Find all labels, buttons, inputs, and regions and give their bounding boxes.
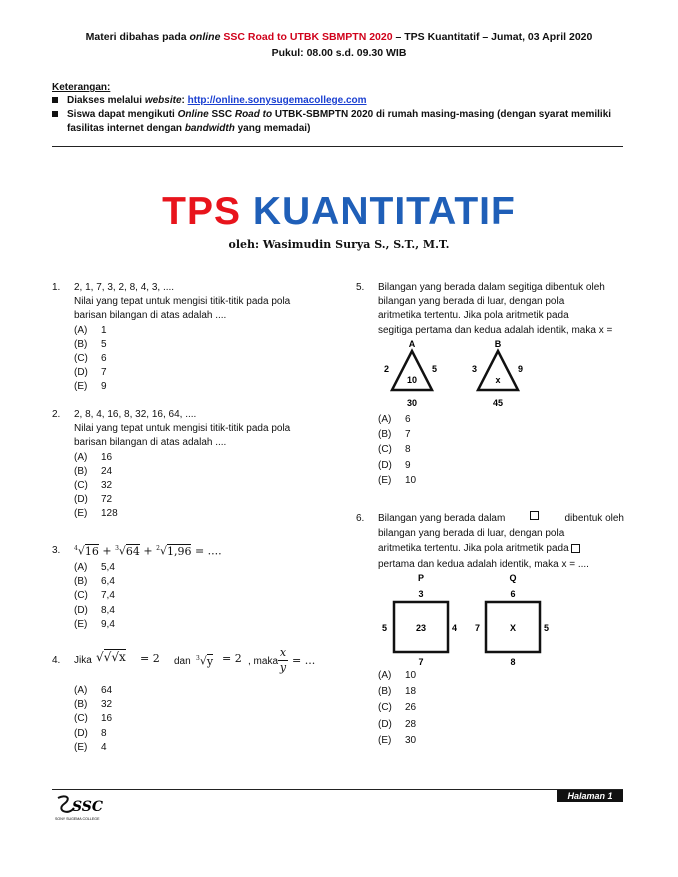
- option-label: (A): [74, 324, 88, 336]
- q4-dan: dan: [174, 656, 191, 667]
- q5-option-c[interactable]: [378, 442, 416, 457]
- option-value: 9: [405, 459, 411, 471]
- option-label: (A): [378, 414, 392, 425]
- q6-number: 6.: [356, 513, 365, 524]
- q6-l3: aritmetika tertentu. Jika pola aritmetik pada: [378, 543, 569, 555]
- footer-divider: [52, 789, 623, 790]
- q1-option-a[interactable]: [74, 324, 322, 338]
- kb2-rest: UTBK-SBMPTN 2020 di rumah masing-masing (dengan syarat memiliki: [272, 109, 612, 120]
- q5-option-a[interactable]: [378, 412, 416, 427]
- square-p-top: 3: [418, 589, 424, 599]
- q2-option-c[interactable]: [74, 479, 322, 493]
- q4-eq1: = 2: [140, 652, 160, 665]
- kb2-bandwidth: bandwidth: [184, 123, 235, 134]
- q1-number: 1.: [52, 282, 61, 293]
- option-value: 16: [101, 451, 113, 463]
- triangle-a-label: A: [408, 339, 416, 349]
- option-label: (B): [74, 338, 88, 350]
- option-label: (A): [74, 451, 88, 463]
- square-q-inside: X: [509, 623, 517, 633]
- q4-fraction: [278, 646, 288, 675]
- option-label: (E): [378, 734, 392, 746]
- option-label: (D): [74, 727, 88, 739]
- page-title: [0, 190, 678, 234]
- author: oleh: Wasimudin Surya S., S.T., M.T.: [228, 238, 450, 251]
- q3-option-c[interactable]: [74, 589, 322, 603]
- q3-body: [74, 540, 322, 632]
- option-value: 8: [101, 727, 107, 739]
- q3-option-d[interactable]: [74, 604, 322, 618]
- header-divider: [52, 146, 623, 147]
- q1-line-2: Nilai yang tepat untuk mengisi titik-titik pada pola: [74, 296, 291, 308]
- q2-line-3: barisan bilangan di atas adalah ....: [74, 437, 227, 449]
- q6-option-c[interactable]: [378, 700, 416, 716]
- triangle-a-right: 5: [432, 364, 438, 374]
- option-label: (A): [74, 562, 88, 573]
- q1-option-b[interactable]: [74, 338, 322, 352]
- bullet-icon: [52, 111, 58, 117]
- option-label: (C): [74, 353, 88, 365]
- option-value: 32: [101, 699, 113, 711]
- q6-l1a: Bilangan yang berada dalam: [378, 513, 506, 524]
- q1-body: [74, 281, 322, 395]
- q2-number: 2.: [52, 409, 61, 420]
- q6-body: [378, 511, 624, 572]
- option-label: (D): [74, 367, 88, 379]
- option-label: (E): [378, 474, 392, 486]
- option-value: 128: [101, 508, 118, 520]
- option-value: 9: [101, 381, 107, 393]
- option-label: (D): [378, 718, 392, 730]
- kb2-prefix: Siswa dapat mengikuti: [67, 109, 178, 120]
- option-value: 5,4: [101, 562, 115, 573]
- q2-option-a[interactable]: [74, 451, 322, 465]
- header-ssc-text: SSC Road to: [223, 31, 287, 43]
- square-p-inside: 23: [415, 623, 427, 633]
- square-q-right: 5: [544, 623, 550, 633]
- root-index: 3: [115, 545, 119, 552]
- option-value: 32: [101, 480, 113, 492]
- header-utbk: UTBK SBMPTN 2020: [289, 31, 393, 43]
- q4-jika: Jika: [74, 655, 92, 666]
- square-p-left: 5: [382, 623, 388, 633]
- q2-options: [74, 451, 322, 522]
- option-value: 10: [405, 474, 417, 486]
- option-label: (D): [74, 494, 88, 506]
- option-label: (B): [74, 576, 88, 588]
- option-value: 26: [405, 702, 417, 714]
- triangle-a-left: 2: [384, 364, 390, 374]
- q1-options: [74, 324, 322, 395]
- q4-expression: [74, 644, 322, 680]
- q1-option-c[interactable]: [74, 352, 322, 366]
- q4-maka: , maka: [248, 656, 279, 667]
- option-value: 5: [101, 338, 107, 350]
- kb1-prefix: Diakses melalui: [67, 95, 145, 106]
- option-label: (C): [378, 444, 392, 456]
- option-label: (B): [378, 429, 392, 441]
- page-number: Halaman 1: [557, 790, 623, 802]
- q4-option-e[interactable]: [74, 741, 322, 755]
- option-value: 28: [405, 718, 417, 730]
- q6-l1b: dibentuk oleh: [564, 513, 624, 524]
- q3-expression: $^4$√16 + $^3$√64 + $^2$√1,96 = ....: [74, 544, 222, 558]
- q6-option-d[interactable]: [378, 717, 416, 733]
- square-icon: [530, 511, 539, 520]
- option-value: 18: [405, 686, 417, 698]
- q1-option-d[interactable]: [74, 366, 322, 380]
- logo-text: SSC: [72, 799, 104, 815]
- option-value: 16: [101, 713, 113, 725]
- header-line-1: [0, 31, 678, 43]
- q1-line-1: 2, 1, 7, 3, 2, 8, 4, 3, ....: [74, 282, 175, 293]
- kb2-mid: SSC: [208, 109, 235, 120]
- bullet-icon: [52, 97, 58, 103]
- q4-body: [74, 644, 322, 755]
- q6-line-2: bilangan yang berada di luar, dengan pola: [378, 528, 565, 540]
- option-label: (C): [378, 702, 392, 714]
- q3-options: [74, 561, 322, 632]
- option-value: 64: [101, 685, 113, 696]
- option-value: 1: [101, 324, 107, 336]
- triangle-b-right: 9: [518, 364, 524, 374]
- q4-frac-num: x: [278, 646, 288, 661]
- option-value: 7: [405, 429, 411, 441]
- option-label: (C): [74, 590, 88, 602]
- option-value: 24: [101, 465, 113, 477]
- kb2-l2b: yang memadai): [234, 123, 311, 134]
- kb1-colon: :: [181, 95, 188, 106]
- q3-radicand-3: 1,96: [166, 544, 192, 558]
- title-tps: TPS: [162, 190, 241, 233]
- q6-line-4: pertama dan kedua adalah identik, maka x = ....: [378, 558, 589, 570]
- ssc-logo: [52, 794, 122, 822]
- option-value: 10: [405, 670, 417, 681]
- q5-line-1: Bilangan yang berada dalam segitiga dibentuk oleh: [378, 282, 605, 293]
- q4-option-a[interactable]: [74, 684, 322, 698]
- q3-option-b[interactable]: [74, 575, 322, 589]
- kb1-website: website: [144, 95, 182, 106]
- square-q-top: 6: [510, 589, 516, 599]
- q4-option-d[interactable]: [74, 727, 322, 741]
- q5-option-d[interactable]: [378, 458, 416, 473]
- q2-line-2: Nilai yang tepat untuk mengisi titik-titik pada pola: [74, 423, 291, 435]
- option-label: (B): [74, 465, 88, 477]
- header-ssc: [223, 31, 392, 43]
- square-p-label: P: [417, 573, 425, 583]
- q6-option-b[interactable]: [378, 684, 416, 700]
- q5-line-3: aritmetika tertentu. Jika pola aritmetik pada: [378, 310, 569, 322]
- triangle-b-left: 3: [472, 364, 478, 374]
- q6-square-figure: [376, 572, 556, 670]
- q3-radicand-2: 64: [125, 544, 140, 558]
- title-kuantitatif: KUANTITATIF: [252, 190, 516, 233]
- kb2-l2a: fasilitas internet dengan: [67, 123, 185, 134]
- option-value: 6: [405, 414, 411, 425]
- q4-option-c[interactable]: [74, 712, 322, 726]
- q4-eq2: = 2: [222, 652, 242, 665]
- option-label: (C): [74, 713, 88, 725]
- option-label: (E): [74, 508, 88, 520]
- q4-cube-root: $^3$√y: [196, 654, 214, 668]
- q3-option-a[interactable]: [74, 561, 322, 575]
- q5-line-2: bilangan yang berada di luar, dengan pola: [378, 296, 565, 308]
- square-icon: [571, 544, 580, 553]
- root-index: 3: [196, 655, 200, 662]
- square-q-label: Q: [509, 573, 517, 583]
- q6-option-a[interactable]: [378, 668, 416, 684]
- q5-body: [378, 281, 624, 338]
- triangle-b-inside: x: [495, 375, 501, 385]
- option-label: (B): [74, 699, 88, 711]
- keterangan-bullet-2-line2: [67, 123, 310, 134]
- q1-line-3: barisan bilangan di atas adalah ....: [74, 310, 227, 322]
- option-value: 7: [101, 367, 107, 379]
- kb2-road: Road to: [234, 109, 273, 120]
- header-prefix: Materi dibahas pada: [85, 31, 190, 43]
- option-value: 6: [101, 353, 107, 365]
- q1-option-e[interactable]: [74, 380, 322, 394]
- q4-frac-den: y: [279, 661, 287, 675]
- q4-options: [74, 684, 322, 755]
- q4-tail: = ...: [292, 654, 316, 667]
- option-value: 30: [405, 734, 417, 746]
- triangle-b-label: B: [494, 339, 502, 349]
- square-q-bottom: 8: [510, 657, 516, 667]
- square-p-bottom: 7: [418, 657, 424, 667]
- q5-options: [378, 412, 416, 488]
- q5-triangle-figure: [376, 338, 536, 410]
- root-index: 2: [156, 545, 160, 552]
- keterangan-bullet-2: [52, 109, 611, 120]
- option-value: 72: [101, 494, 113, 506]
- option-label: (D): [378, 459, 392, 471]
- option-label: (C): [74, 480, 88, 492]
- option-label: (D): [74, 604, 88, 616]
- option-value: 4: [101, 741, 107, 753]
- q2-option-e[interactable]: [74, 507, 322, 521]
- q6-line-3: [378, 541, 624, 556]
- triangle-b-bottom: 45: [492, 398, 504, 408]
- q6-option-e[interactable]: [378, 733, 416, 749]
- q3-number: 3.: [52, 545, 61, 556]
- option-label: (E): [74, 741, 88, 753]
- q2-body: [74, 408, 322, 522]
- option-label: (A): [74, 685, 88, 696]
- header-time: Pukul: 08.00 s.d. 09.30 WIB: [271, 47, 407, 59]
- keterangan-title: Keterangan:: [52, 82, 111, 93]
- q5-option-b[interactable]: [378, 427, 416, 442]
- square-p-right: 4: [452, 623, 458, 633]
- option-value: 6,4: [101, 576, 115, 588]
- option-value: 8,4: [101, 604, 115, 616]
- option-value: 7,4: [101, 590, 115, 602]
- option-label: (E): [74, 618, 88, 630]
- q3-tail: = ....: [191, 544, 222, 558]
- q4-number: 4.: [52, 655, 61, 666]
- header-suffix: – TPS Kuantitatif – Jumat, 03 April 2020: [392, 31, 593, 43]
- root-index: 4: [74, 545, 78, 552]
- triangle-a-bottom: 30: [406, 398, 418, 408]
- header-online: online: [189, 31, 221, 43]
- square-q-left: 7: [475, 623, 481, 633]
- q6-options: [378, 668, 416, 749]
- q5-option-e[interactable]: [378, 473, 416, 488]
- q4-option-b[interactable]: [74, 698, 322, 712]
- q2-option-d[interactable]: [74, 493, 322, 507]
- option-label: (A): [378, 670, 392, 681]
- option-label: (B): [378, 686, 392, 698]
- q5-line-4: segitiga pertama dan kedua adalah identik, maka x =: [378, 324, 613, 336]
- option-value: 9,4: [101, 618, 115, 630]
- keterangan-bullet-1: [52, 95, 367, 106]
- q4-nested-root: √√√x: [96, 650, 126, 664]
- q4-y: y: [206, 654, 214, 668]
- website-link[interactable]: http://online.sonysugemacollege.com: [187, 95, 367, 106]
- logo-subtext: SONY SUGEMA COLLEGE: [55, 817, 100, 821]
- q2-option-b[interactable]: [74, 465, 322, 479]
- q3-option-e[interactable]: [74, 618, 322, 632]
- option-value: 8: [405, 444, 411, 456]
- q5-number: 5.: [356, 282, 365, 293]
- q4-x: x: [118, 650, 126, 664]
- q6-line-1: [378, 511, 624, 526]
- option-label: (E): [74, 381, 88, 393]
- kb2-online: Online: [177, 109, 209, 120]
- q3-radicand-1: 16: [84, 544, 99, 558]
- q2-line-1: 2, 8, 4, 16, 8, 32, 16, 64, ....: [74, 409, 197, 420]
- triangle-a-inside: 10: [406, 375, 418, 385]
